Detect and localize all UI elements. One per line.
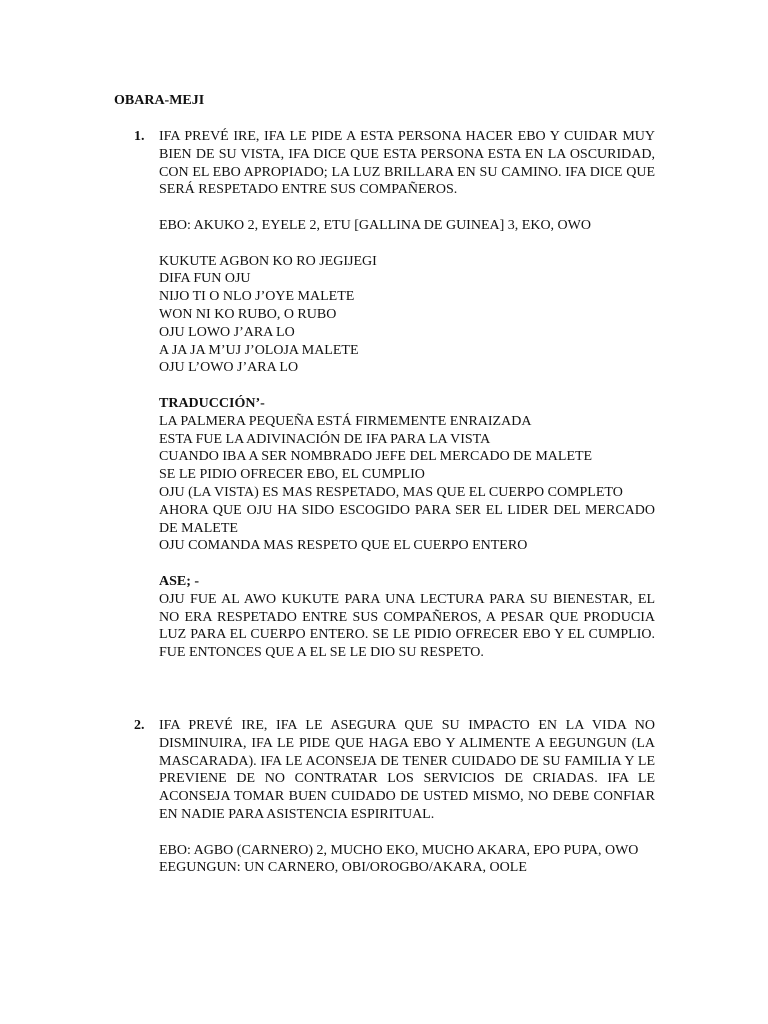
- item-intro: IFA PREVÉ IRE, IFA LE ASEGURA QUE SU IMPACTO EN LA VIDA NO DISMINUIRA, IFA LE PIDE QUE HAGA EBO Y ALIMENTE A EEGUNGUN (LA MASCARADA). IFA LE ACONSEJA DE TENER CUIDADO DE SU FAMILIA Y LE PREVIENE DE NO CONTRATAR LOS SERVICIOS DE CRIADAS. IFA LE ACONSEJA TOMAR BUEN CUIDADO DE USTED MISMO, NO DEBE CONFIAR EN NADIE PARA ASISTENCIA ESPIRITUAL.: [159, 718, 655, 822]
- ase-block: [159, 573, 655, 662]
- ebo-line: EBO: AKUKO 2, EYELE 2, ETU [GALLINA DE GUINEA] 3, EKO, OWO: [159, 217, 591, 233]
- translation-block: [159, 395, 655, 555]
- verse-line: DIFA FUN OJU: [159, 271, 251, 287]
- list-item-2: [134, 717, 655, 877]
- item-number: 2.: [134, 718, 145, 733]
- translation-line: OJU (LA VISTA) ES MAS RESPETADO, MAS QUE EL CUERPO COMPLETO: [159, 484, 623, 500]
- verse-line: A JA JA M’UJ J’OLOJA MALETE: [159, 342, 359, 358]
- translation-heading: TRADUCCIÓN’-: [159, 395, 265, 411]
- verse-line: OJU LOWO J’ARA LO: [159, 324, 295, 340]
- item-intro: IFA PREVÉ IRE, IFA LE PIDE A ESTA PERSONA HACER EBO Y CUIDAR MUY BIEN DE SU VISTA, IFA DICE QUE ESTA PERSONA ESTA EN LA OSCURIDAD, CON EL EBO APROPIADO; LA LUZ BRILLARA EN SU CAMINO. IFA DICE QUE SERÁ RESPETADO ENTRE SUS COMPAÑEROS.: [159, 129, 655, 198]
- item-number: 1.: [134, 129, 145, 144]
- ase-text: OJU FUE AL AWO KUKUTE PARA UNA LECTURA PARA SU BIENESTAR, EL NO ERA RESPETADO ENTRE SUS COMPAÑEROS, A PESAR QUE PRODUCIA LUZ PARA EL CUERPO ENTERO. SE LE PIDIO OFRECER EBO Y EL CUMPLIO. FUE ENTONCES QUE A EL SE LE DIO SU RESPETO.: [159, 591, 655, 661]
- translation-line: CUANDO IBA A SER NOMBRADO JEFE DEL MERCADO DE MALETE: [159, 449, 593, 465]
- verse-line: NIJO TI O NLO J’OYE MALETE: [159, 289, 355, 305]
- translation-line: SE LE PIDIO OFRECER EBO, EL CUMPLIO: [159, 467, 425, 483]
- document-title: OBARA-MEJI: [114, 93, 205, 108]
- translation-line: OJU COMANDA MAS RESPETO QUE EL CUERPO ENTERO: [159, 538, 528, 554]
- translation-line: LA PALMERA PEQUEÑA ESTÁ FIRMEMENTE ENRAIZADA: [159, 413, 532, 429]
- list-item-1: [134, 128, 655, 662]
- verse-line: OJU L’OWO J’ARA LO: [159, 360, 299, 376]
- translation-line: AHORA QUE OJU HA SIDO ESCOGIDO PARA SER EL LIDER DEL MERCADO DE MALETE: [159, 502, 655, 536]
- verse-line: KUKUTE AGBON KO RO JEGIJEGI: [159, 253, 377, 269]
- verse-line: WON NI KO RUBO, O RUBO: [159, 306, 337, 322]
- ebo-line: EBO: AGBO (CARNERO) 2, MUCHO EKO, MUCHO AKARA, EPO PUPA, OWO: [159, 842, 639, 858]
- eegungun-line: EEGUNGUN: UN CARNERO, OBI/OROGBO/AKARA, OOLE: [159, 860, 527, 876]
- translation-line: ESTA FUE LA ADIVINACIÓN DE IFA PARA LA VISTA: [159, 431, 491, 447]
- verse-block: [159, 253, 655, 378]
- ase-heading: ASE; -: [159, 573, 200, 589]
